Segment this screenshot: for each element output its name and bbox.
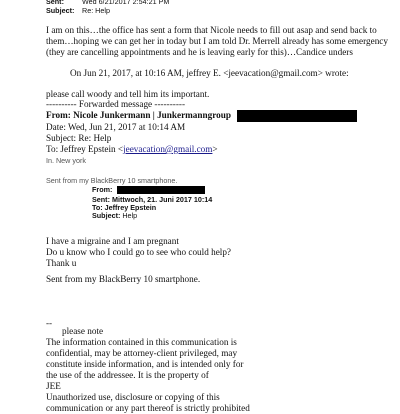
- subject-label: Subject:: [46, 6, 75, 15]
- reply-line: (they are cancelling appointments and he is leaving early for this)…Candice unders: [46, 47, 353, 57]
- forward-from-line: [46, 110, 366, 122]
- message-line: Do u know who I could go to see who could help?: [46, 247, 231, 257]
- reply-line: them…hoping we can get her in today but I am told Dr. Merrell already has some emergency: [46, 36, 388, 46]
- disclaimer: [46, 337, 366, 414]
- disclaimer-line: constitute inside information, and is intended only for: [46, 359, 244, 369]
- location-line: In. New york: [46, 156, 86, 165]
- disclaimer-line: JEE: [46, 381, 61, 391]
- reply-line: I am on this…the office has sent a form that Nicole needs to fill out asap and send back to: [46, 25, 377, 35]
- signature-dashes: --: [46, 318, 53, 328]
- message-body: [46, 236, 366, 269]
- message-line: Thank u: [46, 258, 77, 268]
- reply-body: [46, 25, 388, 58]
- forward-divider: ---------- Forwarded message ----------: [46, 99, 186, 109]
- please-call-line: please call woody and tell him its important.: [46, 89, 210, 99]
- redaction-bar: [237, 110, 357, 122]
- inner-from-row: [92, 185, 205, 194]
- disclaimer-line: The information contained in this communication is: [46, 337, 237, 347]
- disclaimer-line: Unauthorized use, disclosure or copying of this: [46, 392, 220, 402]
- quote-intro: On Jun 21, 2017, at 10:16 AM, jeffrey E. <jeevacation@gmail.com> wrote:: [70, 68, 349, 78]
- inner-subject-row: Subject: Help: [92, 211, 138, 220]
- forward-to-line: To: Jeffrey Epstein <jeevacation@gmail.com>: [46, 144, 218, 154]
- sent-from-line-2: Sent from my BlackBerry 10 smartphone.: [46, 274, 201, 284]
- disclaimer-line: the use of the addressee. It is the property of: [46, 370, 209, 380]
- disclaimer-line: communication or any part thereof is strictly prohibited: [46, 403, 250, 413]
- forwarded-block: [46, 99, 366, 155]
- sent-value: Wed 6/21/2017 2:54:21 PM: [82, 0, 170, 6]
- forward-date: Date: Wed, Jun 21, 2017 at 10:14 AM: [46, 122, 186, 132]
- sent-from-line-1: Sent from my BlackBerry 10 smartphone.: [46, 176, 178, 185]
- message-line: I have a migraine and I am pregnant: [46, 236, 179, 246]
- subject-row: [46, 6, 110, 16]
- email-link[interactable]: jeevacation@gmail.com: [123, 144, 213, 154]
- inner-to-row: To: Jeffrey Epstein: [92, 203, 157, 212]
- disclaimer-line: confidential, may be attorney-client privileged, may: [46, 348, 238, 358]
- inner-from-label: From:: [92, 185, 113, 194]
- sent-label: Sent:: [46, 0, 64, 6]
- please-note: please note: [62, 326, 104, 336]
- redaction-bar: [117, 186, 205, 194]
- forward-subject: Subject: Re: Help: [46, 133, 112, 143]
- inner-sent-row: Sent: Mittwoch, 21. Juni 2017 10:14: [92, 195, 213, 204]
- subject-value: Re: Help: [82, 6, 110, 15]
- forward-from: From: Nicole Junkermann | Junkermanngroup: [46, 110, 231, 121]
